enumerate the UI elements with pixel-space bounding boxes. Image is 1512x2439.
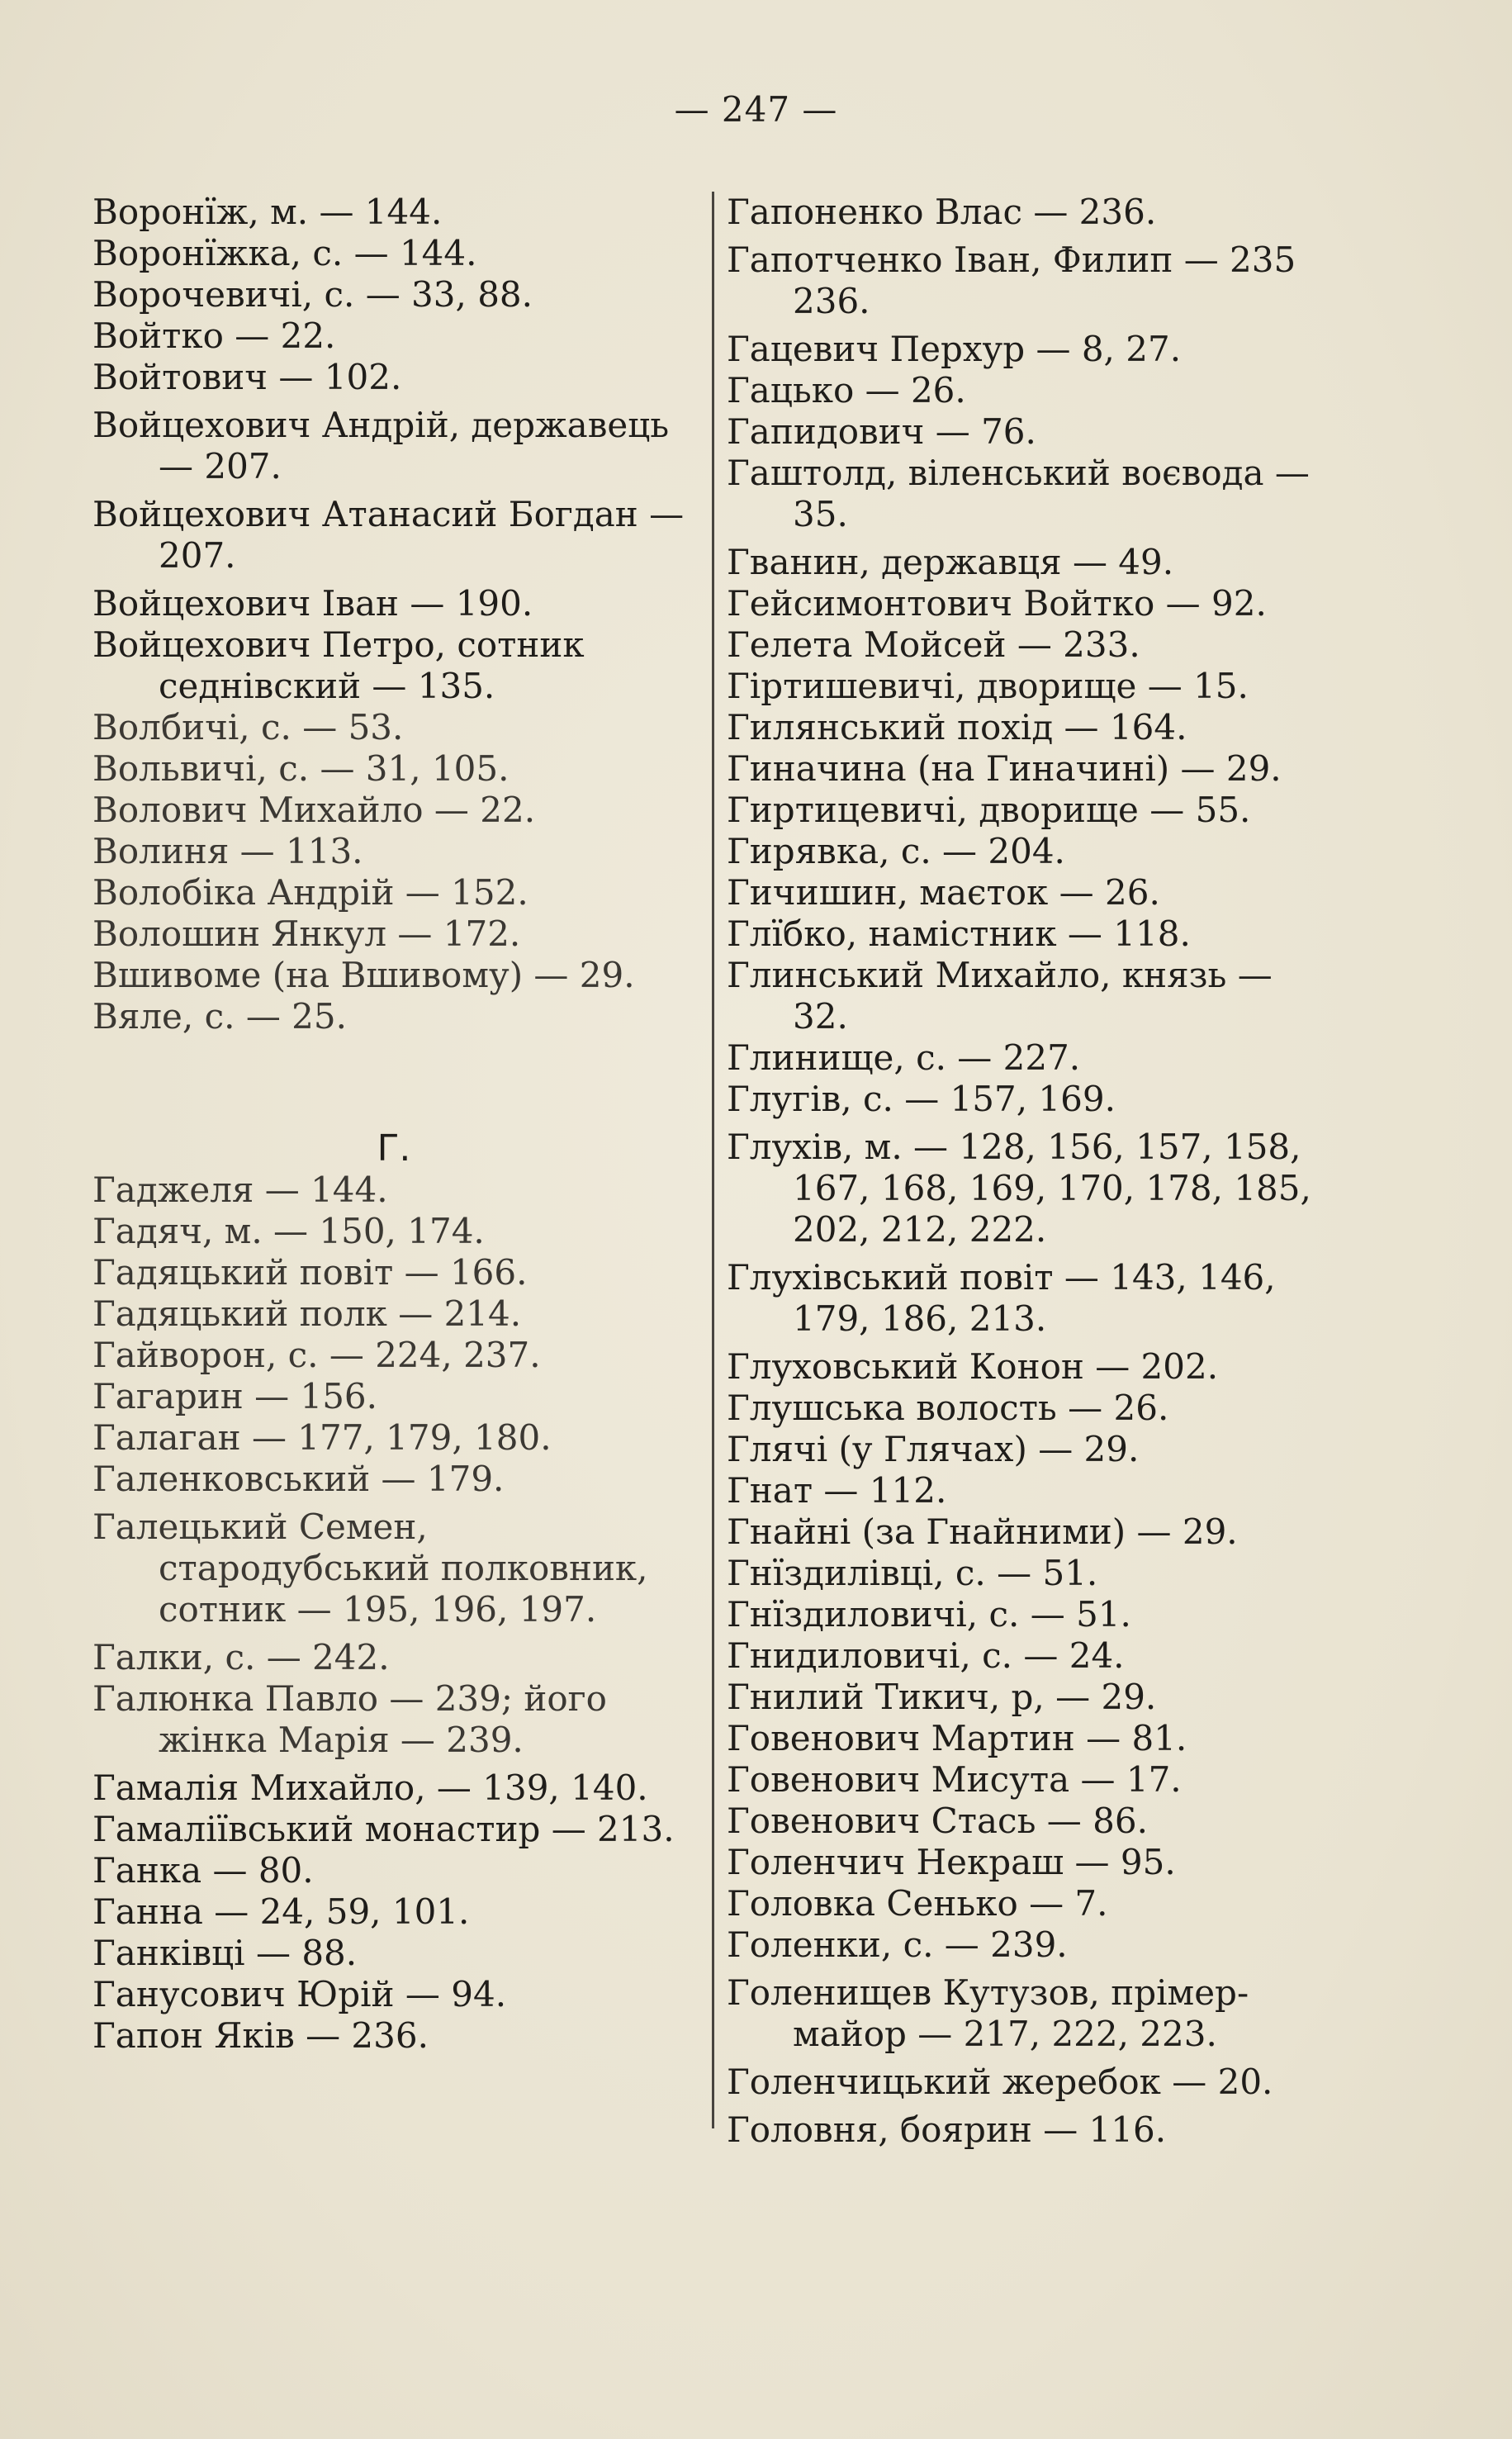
index-entry: Гіртишевичі, дворище — 15.	[727, 666, 1249, 706]
index-entry: Глушська волость — 26.	[727, 1388, 1169, 1428]
index-entry: Вшивоме (на Вшивому) — 29.	[92, 955, 635, 995]
index-entry: Гелета Мойсей — 233.	[727, 624, 1140, 665]
index-entry: Гагарин — 156.	[92, 1376, 377, 1416]
index-entry: Гнилий Тикич, р, — 29.	[727, 1677, 1157, 1717]
index-entry: Гапотченко Іван, Филип — 235 236.	[727, 240, 1296, 321]
index-entry: Гнидиловичі, с. — 24.	[727, 1635, 1125, 1676]
index-entry: Вольвичі, с. — 31, 105.	[92, 748, 510, 789]
index-entry: Гванин, державця — 49.	[727, 542, 1174, 582]
index-entry: Гадяцький повіт — 166.	[92, 1252, 528, 1293]
section-heading: Г.	[377, 1127, 411, 1170]
index-entry: Глуховський Конон — 202.	[727, 1346, 1219, 1387]
index-entry: Воронїжка, с. — 144.	[92, 233, 477, 273]
index-entry: Гайворон, с. — 224, 237.	[92, 1335, 541, 1375]
index-entry: Глїбко, намістник — 118.	[727, 913, 1191, 954]
right-column	[727, 192, 1338, 2151]
index-entry: Голенищев Кутузов, прімер-майор — 217, 222, 223.	[727, 1972, 1249, 2054]
index-entry: Голенчицький жеребок — 20.	[727, 2062, 1273, 2102]
index-entry: Гнайні (за Гнайними) — 29.	[727, 1511, 1238, 1552]
index-entry: Ганусович Юрій — 94.	[92, 1974, 507, 2014]
index-entry: Говенович Мартин — 81.	[727, 1718, 1187, 1758]
index-entry: Ганківці — 88.	[92, 1933, 358, 1973]
index-entry: Вяле, с. — 25.	[92, 996, 347, 1037]
index-entry: Волбичі, с. — 53.	[92, 707, 404, 747]
index-entry: Глинище, с. — 227.	[727, 1037, 1081, 1078]
index-entry: Волович Михайло — 22.	[92, 790, 536, 830]
index-entry: Глухів, м. — 128, 156, 157, 158, 167, 168, 169, 170, 178, 185, 202, 212, 222.	[727, 1127, 1311, 1250]
index-entry: Войцехович Андрій, державець — 207.	[92, 405, 670, 486]
index-entry: Гадяч, м. — 150, 174.	[92, 1211, 485, 1251]
index-entry: Войтович — 102.	[92, 357, 402, 397]
index-entry: Ганна — 24, 59, 101.	[92, 1891, 470, 1932]
index-entry: Голенки, с. — 239.	[727, 1924, 1068, 1965]
index-entry: Войцехович Петро, сотник седнівский — 135.	[92, 624, 585, 706]
index-entry: Гнїздилівці, с. — 51.	[727, 1553, 1098, 1593]
index-entry: Глугів, с. — 157, 169.	[727, 1079, 1116, 1119]
index-entry: Гапоненко Влас — 236.	[727, 192, 1157, 232]
index-entry: Гацько — 26.	[727, 370, 966, 410]
index-entry: Глухівський повіт — 143, 146, 179, 186, 213.	[727, 1257, 1276, 1339]
index-entry: Гадяцький полк — 214.	[92, 1293, 522, 1334]
index-entry: Галецький Семен, стародубський полковник, сотник — 195, 196, 197.	[92, 1507, 648, 1630]
index-entry: Гирявка, с. — 204.	[727, 831, 1065, 871]
index-entry: Галаган — 177, 179, 180.	[92, 1417, 552, 1458]
page-number: — 247 —	[674, 89, 838, 130]
index-entry: Гацевич Перхур — 8, 27.	[727, 329, 1182, 369]
index-entry: Гапидович — 76.	[727, 411, 1036, 452]
index-entry: Гапон Яків — 236.	[92, 2015, 429, 2056]
index-entry: Волошин Янкул — 172.	[92, 913, 521, 954]
index-entry: Гейсимонтович Войтко — 92.	[727, 583, 1267, 624]
index-entry: Войцехович Іван — 190.	[92, 583, 533, 624]
index-entry: Волиня — 113.	[92, 831, 363, 871]
index-entry: Гамалія Михайло, — 139, 140.	[92, 1768, 648, 1808]
index-entry: Гаджеля — 144.	[92, 1170, 388, 1210]
index-entry: Гамаліївський монастир — 213.	[92, 1809, 675, 1849]
index-entry: Головня, боярин — 116.	[727, 2109, 1167, 2150]
index-entry: Галки, с. — 242.	[92, 1637, 390, 1677]
index-entry: Гаштолд, віленський воєвода — 35.	[727, 453, 1310, 534]
index-entry: Ганка — 80.	[92, 1850, 314, 1891]
index-entry: Воронїж, м. — 144.	[92, 192, 443, 232]
index-entry: Гичишин, маєток — 26.	[727, 872, 1160, 913]
index-entry: Войцехович Атанасий Богдан — 207.	[92, 494, 685, 576]
index-entry: Галенковський — 179.	[92, 1459, 505, 1499]
index-entry: Гиначина (на Гиначині) — 29.	[727, 748, 1282, 789]
index-entry: Ворочевичі, с. — 33, 88.	[92, 274, 533, 315]
index-entry: Гнат — 112.	[727, 1470, 947, 1511]
left-column	[92, 192, 695, 2057]
index-entry: Говенович Стась — 86.	[727, 1801, 1148, 1841]
index-entry: Галюнка Павло — 239; його жінка Марія — 239.	[92, 1678, 607, 1760]
index-entry: Головка Сенько — 7.	[727, 1883, 1108, 1924]
column-divider	[712, 192, 714, 2128]
index-entry: Волобіка Андрій — 152.	[92, 872, 528, 913]
index-entry: Гиртицевичі, дворище — 55.	[727, 790, 1251, 830]
index-entry: Глячі (у Глячах) — 29.	[727, 1429, 1140, 1469]
index-entry: Войтко — 22.	[92, 316, 336, 356]
index-entry: Говенович Мисута — 17.	[727, 1759, 1182, 1800]
index-entry: Глинський Михайло, князь — 32.	[727, 955, 1273, 1037]
index-entry: Голенчич Некраш — 95.	[727, 1842, 1176, 1882]
index-entry: Гнїздиловичі, с. — 51.	[727, 1594, 1131, 1635]
index-entry: Гилянський похід — 164.	[727, 707, 1187, 747]
